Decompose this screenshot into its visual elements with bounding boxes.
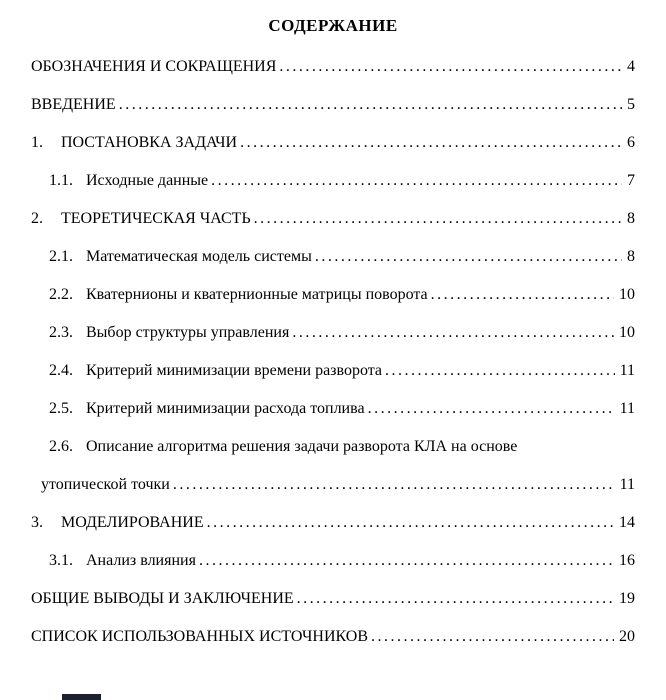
toc-entry[interactable] xyxy=(31,580,635,618)
toc-entry-label: утопической точки xyxy=(41,476,170,493)
toc-entry-number: 2.5. xyxy=(49,400,73,417)
toc-entry[interactable] xyxy=(31,86,635,124)
toc-entry-number: 3. xyxy=(31,514,43,531)
toc-entry[interactable] xyxy=(31,314,635,352)
toc-page-number: 4 xyxy=(627,58,635,75)
toc-page-number: 5 xyxy=(627,96,635,113)
toc-entry[interactable] xyxy=(31,352,635,390)
toc-page-number: 7 xyxy=(627,172,635,189)
toc-entry-number: 2. xyxy=(31,210,43,227)
toc-page-number: 11 xyxy=(619,476,635,493)
toc-entry-number: 3.1. xyxy=(49,552,73,569)
toc-entry-number: 2.2. xyxy=(49,286,73,303)
toc-entry-number: 2.3. xyxy=(49,324,73,341)
toc-leader-dots xyxy=(292,314,614,352)
toc-entry-label: ВВЕДЕНИЕ xyxy=(31,96,116,113)
toc-entry[interactable] xyxy=(31,618,635,656)
toc-leader-dots xyxy=(211,162,622,200)
toc-page-number: 6 xyxy=(627,134,635,151)
toc-entry-label: Описание алгоритма решения задачи разворота КЛА на основе xyxy=(86,438,518,455)
toc-leader-dots xyxy=(254,200,622,238)
toc-entry-number: 2.6. xyxy=(49,438,73,455)
toc-entry-label: ОБОЗНАЧЕНИЯ И СОКРАЩЕНИЯ xyxy=(31,58,277,75)
toc-entry[interactable] xyxy=(31,390,635,428)
toc-entry[interactable] xyxy=(31,276,635,314)
toc-page-number: 8 xyxy=(627,248,635,265)
toc-entry-number: 1.1. xyxy=(49,172,73,189)
toc-entry[interactable] xyxy=(31,466,635,504)
toc-entry[interactable] xyxy=(31,238,635,276)
toc-entry-label: Критерий минимизации расхода топлива xyxy=(86,400,365,417)
toc-page-number: 10 xyxy=(619,286,635,303)
toc-page-number: 16 xyxy=(619,552,635,569)
toc-entry-number: 2.1. xyxy=(49,248,73,265)
toc-leader-dots xyxy=(297,580,614,618)
toc-title: СОДЕРЖАНИЕ xyxy=(268,16,398,35)
toc-entry-label: ПОСТАНОВКА ЗАДАЧИ xyxy=(61,134,238,151)
toc-leader-dots xyxy=(199,542,614,580)
toc-entry[interactable] xyxy=(31,162,635,200)
toc-entry-label: МОДЕЛИРОВАНИЕ xyxy=(61,514,204,531)
toc-leader-dots xyxy=(371,618,614,656)
toc-entry[interactable] xyxy=(31,504,635,542)
toc-leader-dots xyxy=(119,86,622,124)
toc-entry-label: ОБЩИЕ ВЫВОДЫ И ЗАКЛЮЧЕНИЕ xyxy=(31,590,294,607)
toc-entry-label: Анализ влияния xyxy=(86,552,196,569)
toc-entry[interactable] xyxy=(31,124,635,162)
toc-entry[interactable] xyxy=(31,428,635,466)
toc-page-number: 14 xyxy=(619,514,635,531)
toc-leader-dots xyxy=(207,504,614,542)
toc-entry-label: ТЕОРЕТИЧЕСКАЯ ЧАСТЬ xyxy=(61,210,251,227)
toc-entry[interactable] xyxy=(31,48,635,86)
toc-entry-label: Критерий минимизации времени разворота xyxy=(86,362,383,379)
toc-entry-label: СПИСОК ИСПОЛЬЗОВАННЫХ ИСТОЧНИКОВ xyxy=(31,628,369,645)
toc-page-number: 19 xyxy=(619,590,635,607)
toc-leader-dots xyxy=(368,390,615,428)
toc-entry-label: Выбор структуры управления xyxy=(86,324,290,341)
toc-leader-dots xyxy=(431,276,614,314)
toc-list xyxy=(31,48,635,656)
toc-entry-label: Исходные данные xyxy=(86,172,209,189)
toc-leader-dots xyxy=(385,352,615,390)
toc-page-number: 20 xyxy=(619,628,635,645)
toc-leader-dots xyxy=(315,238,622,276)
toc-entry[interactable] xyxy=(31,200,635,238)
cutoff-bottom-element xyxy=(62,694,101,700)
toc-leader-dots xyxy=(240,124,622,162)
toc-entry-number: 1. xyxy=(31,134,43,151)
toc-page-number: 11 xyxy=(619,400,635,417)
toc-page-number: 11 xyxy=(619,362,635,379)
toc-entry-label: Кватернионы и кватернионные матрицы поворота xyxy=(86,286,428,303)
toc-page-number: 8 xyxy=(627,210,635,227)
toc-entry-number: 2.4. xyxy=(49,362,73,379)
toc-leader-dots xyxy=(173,466,615,504)
toc-page-number: 10 xyxy=(619,324,635,341)
toc-leader-dots xyxy=(279,48,622,86)
toc-entry-label: Математическая модель системы xyxy=(86,248,312,265)
toc-entry[interactable] xyxy=(31,542,635,580)
